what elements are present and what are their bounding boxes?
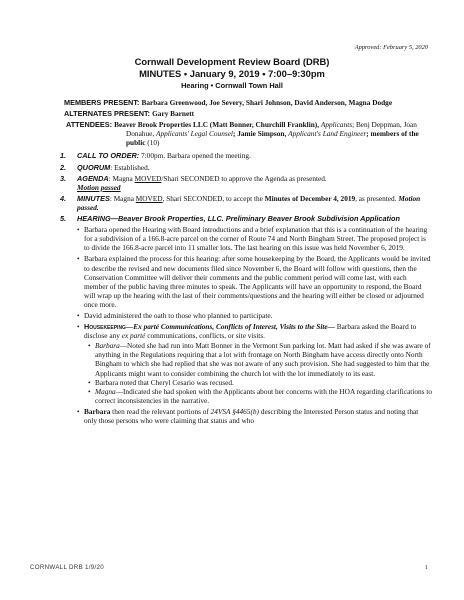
- page-number: 1: [424, 564, 428, 571]
- item-call-to-order: 1. CALL TO ORDER: 7:00pm. Barbara opened the meeting.: [60, 151, 251, 161]
- disclosure-item: • Barbara—Noted she had run into Matt Bonner in the Vermont Sun parking lot. Matt had asked if she was aware of anything in the Regulations requiring that a lot with frontage on North Bingham have access directly onto North Bingham to which she had replied that she was not aware of any such provision. She had suggested to him that the Applicants might want to consider combining the church lot with the lot immediately to its east.: [88, 341, 432, 377]
- footer-label: CORNWALL DRB 1/9/20: [30, 564, 105, 571]
- agenda-items: [60, 151, 432, 425]
- hearing-title: HEARING—Beaver Brook Properties, LLC. Preliminary Beaver Brook Subdivision Application: [77, 214, 400, 224]
- alternates-present: ALTERNATES PRESENT: Gary Barnett: [64, 109, 195, 119]
- item-agenda: 3. AGENDA: Magna MOVED/Shari SECONDED to approve the Agenda as presented. Motion passed: [60, 173, 327, 192]
- disclosure-item: • Barbara noted that Cheryl Cesario was recused.: [88, 378, 432, 387]
- minutes-body: [60, 98, 432, 427]
- disclosures: [84, 341, 432, 405]
- hearing-notes: [77, 225, 432, 425]
- hearing-note: • Barbara then read the relevant portions of 24VSA §4465(b) describing the Interested Person status and noting that only those persons who were claiming that status and who: [77, 407, 432, 425]
- members-present: MEMBERS PRESENT: Barbara Greenwood, Joe Severy, Shari Johnson, David Anderson, Magna Dodge: [64, 98, 393, 107]
- disclosure-item: • Magna—Indicated she had spoken with the Applicants about her concerns with the HOA regarding clarifications to correct inconsistencies in the narrative.: [88, 387, 432, 405]
- housekeeping-label: Housekeeping: [84, 322, 126, 332]
- members-label: MEMBERS PRESENT: [64, 98, 137, 107]
- minutes-date-line: MINUTES • January 9, 2019 • 7:00–9:30pm: [139, 68, 325, 79]
- approved-note: Approved: February 5, 2020: [354, 44, 428, 51]
- item-minutes: 4. MINUTES: Magna MOVED, Shari SECONDED, to accept the Minutes of December 4, 2019, as presented. Motion passed.: [60, 193, 421, 212]
- hearing-note: • Barbara explained the process for this hearing: after some housekeeping by the Board, the Applicants would be invited to describe the revised and new documents filed since November 6, the Board will follow with questions, then the Conservation Committee will deliver their comments and the public comment period will come last, with each member of the public having three minutes to speak. The Applicants will have an opportunity to respond, the Board will wrap up the hearing with the last of their comments/questions and the hearing will either be closed or adjourned once more.: [77, 254, 432, 309]
- meeting-location: Hearing • Cornwall Town Hall: [181, 81, 283, 90]
- hearing-note: • David administered the oath to those who planned to participate.: [77, 311, 432, 320]
- alternates-list: Gary Barnett: [152, 109, 195, 119]
- attendees-label: ATTENDEES: [66, 120, 110, 130]
- item-hearing: 5. HEARING—Beaver Brook Properties, LLC. Preliminary Beaver Brook Subdivision Application • Barbara opened the Hearing with Board introductions and a brief explanation that this is a continuation of the hearing for a subdivision of a 166.8-acre parcel on the corner of Route 74 and North Bingham Street. The proposed project is to divide the 166.8-acre parcel into 11 smaller lots. The last hearing on this issue was held November 6, 2019. • Barbara explained the process for this hearing: after some housekeeping by the Board, the Applicants would be invited to describe the revised and new documents filed since November 6, the Board will follow with questions, then the Conservation Committee will deliver their comments and the public comment period will come last, with each member of the public having three minutes to speak. The Applicants will have an opportunity to respond, the Board will wrap up the hearing with the last of their comments/questions and the hearing will either be closed or adjourned once more. • David administered the oath to those who planned to participate. • Housekeeping—Ex parté Communications, Conflicts of Interest, Visits to the Site— Barbara asked the Board to disclose any ex parté communications, conflicts, or site visits. • Barbara—Noted she had run into Matt Bonner in the Vermont Sun parking lot. Matt had asked if she was aware of anything in the Regulations requiring that a lot with frontage on North Bingham have access directly onto North Bingham to which she had replied that she was not aware of any such provision. She had suggested to him that the Applicants might want to consider combining the church lot with the lot immediately to its east. • Barbara noted that Cheryl Cesario was recused. • Magna—Indicated she had spoken with the Applicants about her concerns with the HOA regarding clarifications to correct inconsistencies in the narrative. • Barbara then read the relevant portions of 24VSA §4465(b) describing the Interested Person status and noting that only those persons who were claiming that status and who: [60, 214, 432, 425]
- housekeeping-note: • Housekeeping—Ex parté Communications, Conflicts of Interest, Visits to the Site— Barbara asked the Board to disclose any ex parté communications, conflicts, or site visits. • Barbara—Noted she had run into Matt Bonner in the Vermont Sun parking lot. Matt had asked if she was aware of anything in the Regulations requiring that a lot with frontage on North Bingham have access directly onto North Bingham to which she had replied that she was not aware of any such provision. She had suggested to him that the Applicants might want to consider combining the church lot with the lot immediately to its east. • Barbara noted that Cheryl Cesario was recused. • Magna—Indicated she had spoken with the Applicants about her concerns with the HOA regarding clarifications to correct inconsistencies in the narrative.: [77, 322, 432, 405]
- hearing-note: • Barbara opened the Hearing with Board introductions and a brief explanation that this is a continuation of the hearing for a subdivision of a 166.8-acre parcel on the corner of Route 74 and North Bingham Street. The proposed project is to divide the 166.8-acre parcel into 11 smaller lots. The last hearing on this issue was held November 6, 2019.: [77, 225, 432, 252]
- alternates-label: ALTERNATES PRESENT: [64, 109, 148, 119]
- item-quorum: 2. QUORUM: Established.: [60, 162, 150, 172]
- attendees: ATTENDEES: Beaver Brook Properties LLC (Matt Bonner, Churchill Franklin), Applicants; Benj Deppman, Joan Donahue, Applicants' Legal Counsel; Jamie Simpson, Applicant's Land Engineer; members of the public (10): [66, 120, 419, 148]
- document-title: Cornwall Development Review Board (DRB): [134, 56, 330, 67]
- agenda-motion-passed: Motion passed: [77, 182, 121, 192]
- members-list: Barbara Greenwood, Joe Severy, Shari Johnson, David Anderson, Magna Dodge: [141, 98, 393, 107]
